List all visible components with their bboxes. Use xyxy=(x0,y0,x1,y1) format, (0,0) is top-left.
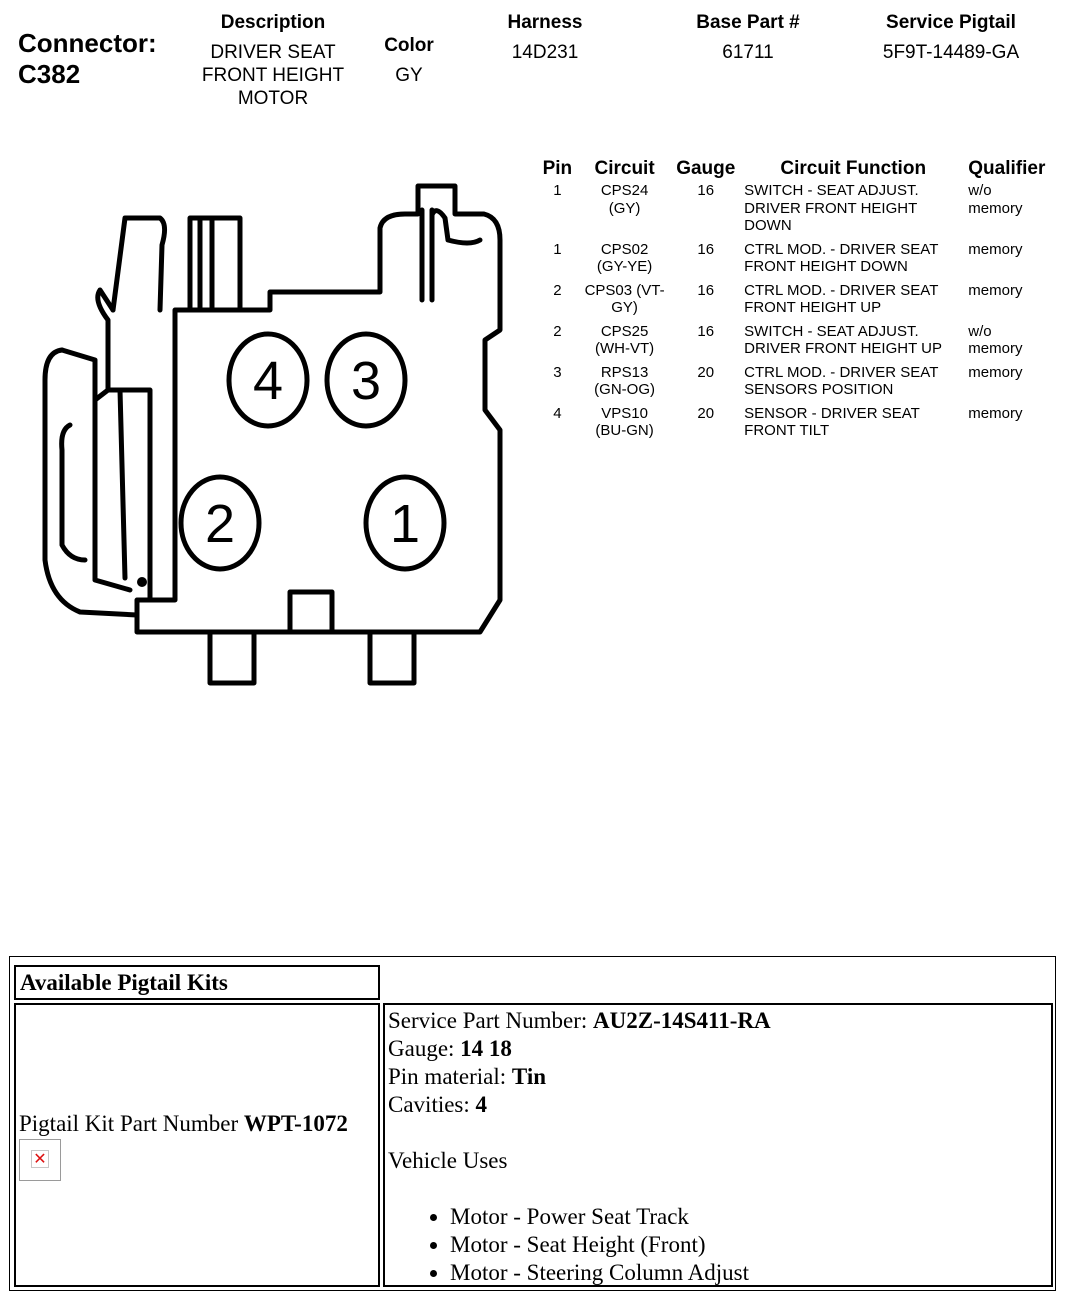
cell-function xyxy=(742,323,962,364)
list-item: • Motor - Power Seat Track xyxy=(450,1203,1051,1231)
service-part-value: AU2Z-14S411-RA xyxy=(593,1008,771,1033)
spacer xyxy=(388,1119,1051,1147)
cell-function xyxy=(742,241,962,282)
latch-ribs xyxy=(200,218,212,310)
cell-gauge: 16 xyxy=(697,182,715,199)
harness-value: 14D231 xyxy=(511,42,579,63)
description-line: FRONT HEIGHT xyxy=(201,65,345,86)
latch-rib xyxy=(120,390,125,578)
cell-function xyxy=(742,182,962,241)
pigtail-kits-title: Available Pigtail Kits xyxy=(14,965,380,1000)
qualifier-line: memory xyxy=(968,281,1023,299)
circuit-line: CPS02 xyxy=(600,240,649,258)
header-circuit: Circuit xyxy=(594,158,655,179)
description-line: MOTOR xyxy=(237,88,309,109)
cell-circuit xyxy=(580,405,670,446)
cell-pin: 3 xyxy=(553,363,562,381)
circuit-line: (WH-VT) xyxy=(595,340,655,357)
latch-ribs-right xyxy=(422,210,432,300)
function-line: SWITCH - SEAT ADJUST. xyxy=(744,322,919,340)
function-line: FRONT HEIGHT DOWN xyxy=(744,258,908,275)
function-line: CTRL MOD. - DRIVER SEAT xyxy=(744,281,939,299)
bottom-key-left xyxy=(210,632,254,683)
cell-qualifier xyxy=(962,364,1068,405)
circuit-line: CPS03 (VT- xyxy=(584,281,665,299)
bottom-key-right xyxy=(370,632,414,683)
cell-qualifier xyxy=(962,282,1068,323)
vehicle-uses-label: Vehicle Uses xyxy=(388,1148,508,1173)
service-part-label: Service Part Number: xyxy=(388,1008,594,1033)
kit-part-label: Pigtail Kit Part Number xyxy=(19,1111,244,1136)
list-item: • Motor - Steering Column Adjust xyxy=(450,1259,1051,1287)
cell-qualifier xyxy=(962,323,1068,364)
broken-image-glyph: ✕ xyxy=(31,1150,49,1168)
connector-id: C382 xyxy=(18,59,81,89)
table-row xyxy=(535,282,1068,323)
cell-gauge: 20 xyxy=(697,363,715,381)
table-row xyxy=(535,323,1068,364)
gauge-value: 14 18 xyxy=(460,1036,512,1061)
latch-spring xyxy=(62,425,85,560)
pin-label-3: 3 xyxy=(350,351,382,411)
connector-diagram xyxy=(30,175,520,695)
latch-arm-top xyxy=(95,290,113,400)
connector-label: Connector: xyxy=(18,28,157,58)
cell-circuit xyxy=(580,323,670,364)
function-line: DRIVER FRONT HEIGHT xyxy=(744,199,918,217)
pigtail-kit-part-number xyxy=(19,1111,348,1137)
gauge-label: Gauge: xyxy=(388,1036,461,1061)
service-pigtail-label: Service Pigtail xyxy=(886,12,1016,33)
cavities-label: Cavities: xyxy=(388,1092,476,1117)
kit-part-value: WPT-1072 xyxy=(243,1111,348,1136)
cell-qualifier xyxy=(962,241,1068,282)
circuit-line: CPS25 xyxy=(600,322,649,340)
service-pigtail-value: 5F9T-14489-GA xyxy=(882,42,1020,63)
function-line: FRONT TILT xyxy=(744,422,830,439)
function-line: SENSORS POSITION xyxy=(744,381,894,398)
pin-material-info xyxy=(388,1063,1051,1091)
function-line: DOWN xyxy=(744,217,792,234)
cell-gauge: 20 xyxy=(697,404,715,422)
cell-qualifier xyxy=(962,182,1068,241)
qualifier-line: memory xyxy=(968,363,1023,381)
function-line: CTRL MOD. - DRIVER SEAT xyxy=(744,363,939,381)
base-part-label: Base Part # xyxy=(696,12,800,33)
cell-circuit xyxy=(580,182,670,241)
table-row xyxy=(535,405,1068,446)
pin-table-header xyxy=(535,158,1068,182)
circuit-line: VPS10 xyxy=(601,404,648,422)
cell-function xyxy=(742,364,962,405)
cell-pin: 2 xyxy=(553,322,562,340)
cell-pin: 1 xyxy=(553,240,562,258)
table-row xyxy=(535,364,1068,405)
gauge-info xyxy=(388,1035,1051,1063)
function-line: SWITCH - SEAT ADJUST. xyxy=(744,182,919,199)
pin-table xyxy=(535,158,1068,446)
header-circuit-function: Circuit Function xyxy=(780,158,927,179)
description-line: DRIVER SEAT xyxy=(210,42,336,63)
circuit-line: (BU-GN) xyxy=(595,422,654,439)
cell-gauge: 16 xyxy=(697,322,715,340)
table-row xyxy=(535,241,1068,282)
qualifier-line: memory xyxy=(968,240,1023,258)
function-line: CTRL MOD. - DRIVER SEAT xyxy=(744,240,939,258)
circuit-line: (GY) xyxy=(608,199,641,217)
cell-circuit xyxy=(580,241,670,282)
circuit-line: (GY-YE) xyxy=(596,258,653,275)
latch-pivot-dot xyxy=(137,577,147,587)
pin-label-2: 2 xyxy=(204,494,236,554)
connector-title xyxy=(18,28,157,90)
qualifier-line: w/o xyxy=(968,322,992,340)
circuit-line: CPS24 xyxy=(600,182,649,199)
pin-material-value: Tin xyxy=(511,1064,547,1089)
qualifier-line: memory xyxy=(968,340,1023,357)
circuit-line: GY) xyxy=(611,299,638,316)
harness-label: Harness xyxy=(507,12,583,33)
function-line: SENSOR - DRIVER SEAT xyxy=(744,404,920,422)
cell-gauge: 16 xyxy=(697,240,715,258)
cell-circuit xyxy=(580,282,670,323)
pin-label-4: 4 xyxy=(252,351,284,411)
pigtail-kit-cell xyxy=(14,1003,380,1287)
pigtail-kits-table xyxy=(9,956,1056,1291)
function-line: DRIVER FRONT HEIGHT UP xyxy=(744,340,942,357)
cell-function xyxy=(742,282,962,323)
description-value xyxy=(183,41,363,110)
color-value: GY xyxy=(395,65,423,86)
broken-image-icon[interactable] xyxy=(19,1139,61,1181)
base-part-value: 61711 xyxy=(722,42,774,63)
cavities-value: 4 xyxy=(475,1092,488,1117)
polarization-notch xyxy=(290,592,332,632)
spacer xyxy=(388,1175,1051,1203)
service-part-number xyxy=(388,1007,1051,1035)
circuit-line: RPS13 xyxy=(600,363,649,381)
cell-circuit xyxy=(580,364,670,405)
pin-label-1: 1 xyxy=(389,494,421,554)
pigtail-kit-details xyxy=(383,1003,1053,1287)
cell-qualifier xyxy=(962,405,1068,446)
list-item: • Motor - Seat Height (Front) xyxy=(450,1231,1051,1259)
cavities-info xyxy=(388,1091,1051,1119)
cell-gauge: 16 xyxy=(697,281,715,299)
header-gauge: Gauge xyxy=(676,158,736,179)
pin-material-label: Pin material: xyxy=(388,1064,512,1089)
vehicle-uses-list xyxy=(388,1203,1051,1287)
cell-pin: 4 xyxy=(553,404,562,422)
cell-function xyxy=(742,405,962,446)
function-line: FRONT HEIGHT UP xyxy=(744,299,882,316)
latch-arm-tab xyxy=(108,390,150,600)
header-pin: Pin xyxy=(542,158,573,179)
header-qualifier: Qualifier xyxy=(968,158,1046,179)
qualifier-line: memory xyxy=(968,199,1023,217)
latch-tower-left xyxy=(113,218,165,310)
cell-pin: 2 xyxy=(553,281,562,299)
qualifier-line: w/o xyxy=(968,182,992,199)
qualifier-line: memory xyxy=(968,404,1023,422)
description-label: Description xyxy=(220,12,326,33)
cell-pin: 1 xyxy=(553,182,562,199)
table-row xyxy=(535,182,1068,241)
color-label: Color xyxy=(384,35,434,56)
circuit-line: (GN-OG) xyxy=(594,381,655,398)
